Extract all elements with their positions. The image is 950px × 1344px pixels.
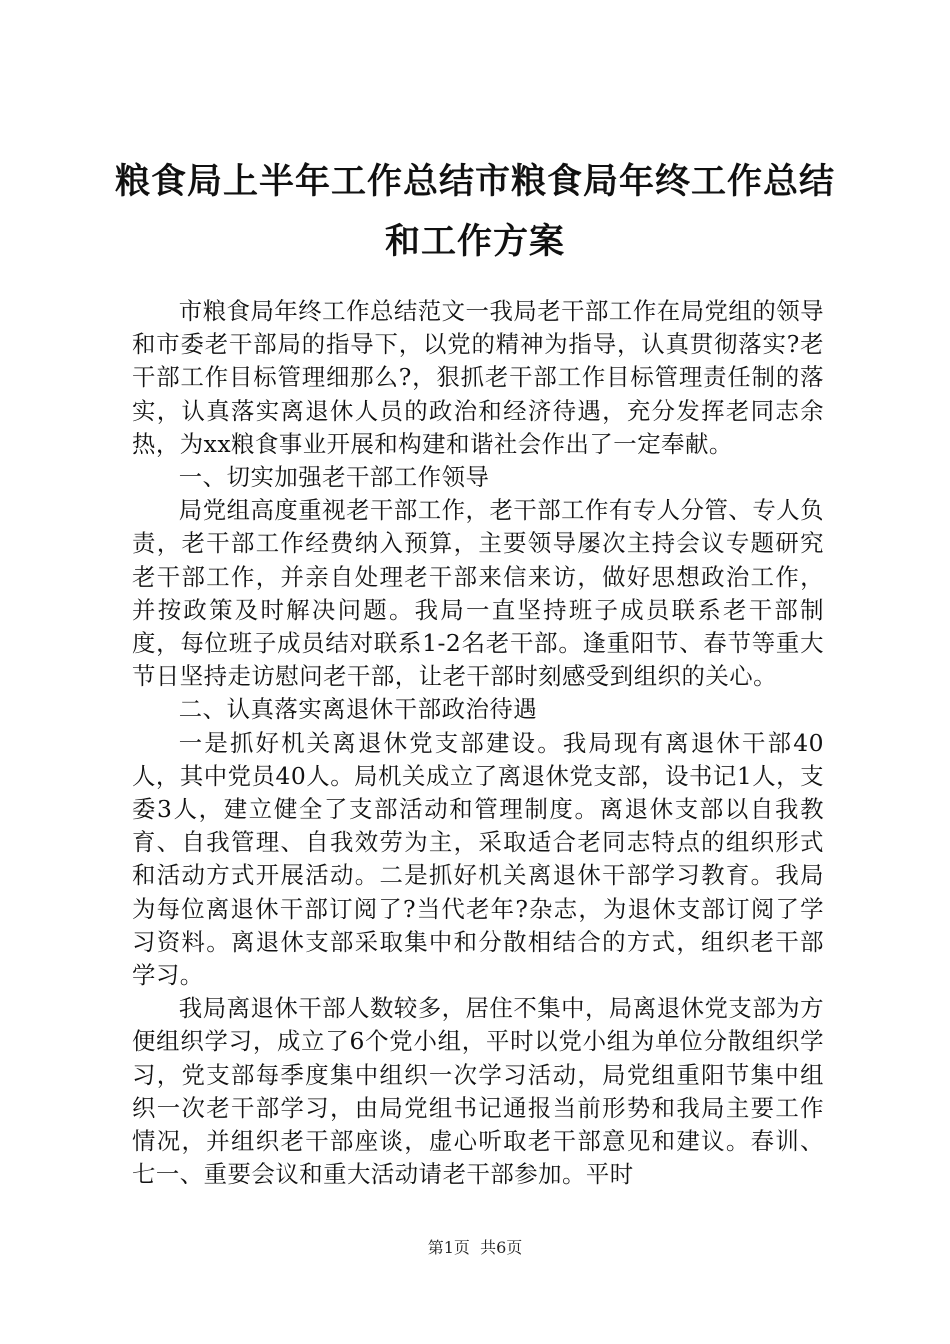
- paragraph-party-branch: 一是抓好机关离退休党支部建设。我局现有离退休干部40人，其中党员40人。局机关成立了离退休党支部，设书记1人，支委3人，建立健全了支部活动和管理制度。离退休支部以自我教育、自我管理、自我效劳为主，采取适合老同志特点的组织形式和活动方式开展活动。二是抓好机关离退休干部学习教育。我局为每位离退休干部订阅了?当代老年?杂志，为退休支部订阅了学习资料。离退休支部采取集中和分散相结合的方式，组织老干部学习。: [132, 728, 824, 990]
- paragraph-intro: 市粮食局年终工作总结范文一我局老干部工作在局党组的领导和市委老干部局的指导下，以党的精神为指导，认真贯彻落实?老干部工作目标管理细那么?，狠抓老干部工作目标管理责任制的落实，认真落实离退休人员的政治和经济待遇，充分发挥老同志余热，为xx粮食事业开展和构建和谐社会作出了一定奉献。: [132, 297, 824, 458]
- document-title-line-1: 粮食局上半年工作总结市粮食局年终工作总结: [114, 162, 835, 202]
- document-body: [132, 295, 824, 1191]
- section-heading-1: 一、切实加强老干部工作领导: [178, 463, 490, 492]
- section-heading-2: 二、认真落实离退休干部政治待遇: [178, 695, 538, 724]
- page-number: 第1页: [427, 1238, 470, 1257]
- page-footer: [0, 1238, 950, 1258]
- document-title-line-2: 和工作方案: [384, 222, 565, 262]
- page-total: 共6页: [480, 1238, 523, 1257]
- paragraph-study-groups: 我局离退休干部人数较多，居住不集中，局离退休党支部为方便组织学习，成立了6个党小组，平时以党小组为单位分散组织学习，党支部每季度集中组织一次学习活动，局党组重阳节集中组织一次老干部学习，由局党组书记通报当前形势和我局主要工作情况，并组织老干部座谈，虚心听取老干部意见和建议。春训、七一、重要会议和重大活动请老干部参加。平时: [132, 994, 824, 1189]
- paragraph-leadership: 局党组高度重视老干部工作，老干部工作有专人分管、专人负责，老干部工作经费纳入预算，主要领导屡次主持会议专题研究老干部工作，并亲自处理老干部来信来访，做好思想政治工作，并按政策及时解决问题。我局一直坚持班子成员联系老干部制度，每位班子成员结对联系1-2名老干部。逢重阳节、春节等重大节日坚持走访慰问老干部，让老干部时刻感受到组织的关心。: [132, 496, 824, 691]
